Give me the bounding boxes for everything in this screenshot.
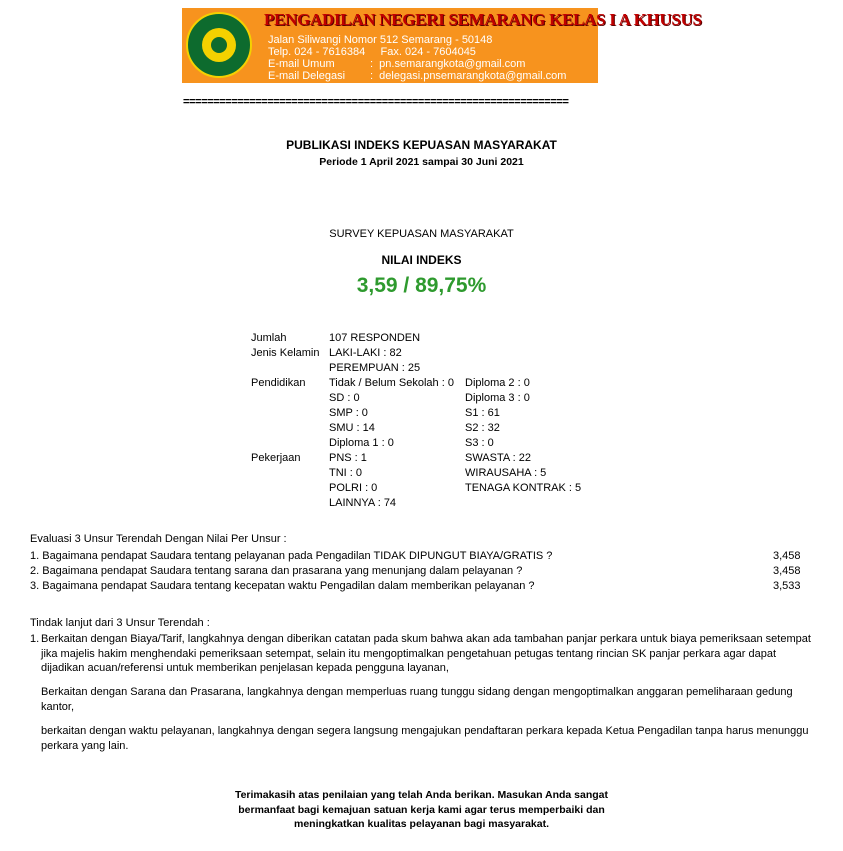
closing-line: bermanfaat bagi kemajuan satuan kerja kami agar terus memperbaiki dan [238,803,605,816]
education-item: S1 : 61 [465,407,500,419]
court-phone: Telp. 024 - 7616384 Fax. 024 - 7604045 [268,46,476,58]
gender-label: Jenis Kelamin [251,347,320,359]
email-umum: : pn.semarangkota@gmail.com [370,58,526,70]
survey-title: SURVEY KEPUASAN MASYARAKAT [329,228,514,240]
publication-period: Periode 1 April 2021 sampai 30 Juni 2021 [319,156,524,168]
closing-line: Terimakasih atas penilaian yang telah Anda berikan. Masukan Anda sangat [234,789,609,801]
education-item: Diploma 2 : 0 [465,377,530,389]
followup-item: berkaitan dengan waktu pelayanan, langkahnya dengan segera langsung mengajukan pendaftaran perkara kepada Ketua Pengadilan tanpa harus menunggu perkara yang lain. [41,725,809,752]
letterhead-banner [182,8,702,83]
education-label: Pendidikan [251,377,306,389]
followup-item-number: 1. [30,633,40,645]
job-item: TNI : 0 [329,467,363,479]
index-label: NILAI INDEKS [381,253,462,267]
education-item: SD : 0 [329,392,360,404]
education-item: Diploma 3 : 0 [465,392,530,404]
gender-male: LAKI-LAKI : 82 [329,347,402,359]
jumlah-value: 107 RESPONDEN [329,332,421,344]
index-value: 3,59 / 89,75% [356,274,487,297]
education-item: S3 : 0 [465,437,494,449]
job-item: PNS : 1 [329,452,367,464]
job-item: SWASTA : 22 [465,452,532,464]
followup-item: Berkaitan dengan Sarana dan Prasarana, langkahnya dengan memperluas ruang tunggu sidang dengan mengoptimalkan anggaran pemeliharaan gedung kantor, [41,686,793,713]
education-item: SMU : 14 [329,422,375,434]
closing-message [0,788,843,832]
gender-female: PEREMPUAN : 25 [329,362,421,374]
education-item: SMP : 0 [329,407,368,419]
job-item: TENAGA KONTRAK : 5 [465,482,582,494]
court-emblem-icon [186,12,252,78]
court-name: PENGADILAN NEGERI SEMARANG KELAS I A KHUSUS [264,10,702,29]
email-delegasi: : delegasi.pnsemarangkota@gmail.com [370,70,567,82]
closing-line: meningkatkan kualitas pelayanan bagi masyarakat. [293,818,550,830]
followup-item: Berkaitan dengan Biaya/Tarif, langkahnya dengan diberikan catatan pada skum bahwa akan ada tambahan panjar perkara untuk biaya pemeriksaan setempat jika majelis hakim menghendaki pemeriksaan setempat, selain itu mengoptimalkan pengetahuan petugas tentang rincian SK panjar perkara agar dapat dijadikan acuan/referensi untuk memberikan penjelasan kepada pengguna layanan, [41,633,811,674]
court-address: Jalan Siliwangi Nomor 512 Semarang - 50148 [268,34,493,46]
evaluation-item-value: 3,458 [773,550,801,562]
followup-heading: Tindak lanjut dari 3 Unsur Terendah : [30,617,210,629]
education-item: Diploma 1 : 0 [329,437,394,449]
evaluation-heading: Evaluasi 3 Unsur Terendah Dengan Nilai Per Unsur : [30,533,287,545]
education-item: S2 : 32 [465,422,500,434]
separator-line: ================================================================ [183,96,569,108]
job-label: Pekerjaan [251,452,301,464]
education-item: Tidak / Belum Sekolah : 0 [329,377,454,389]
evaluation-item-text: 1. Bagaimana pendapat Saudara tentang pelayanan pada Pengadilan TIDAK DIPUNGUT BIAYA/GRATIS ? [30,550,553,562]
evaluation-item-text: 3. Bagaimana pendapat Saudara tentang kecepatan waktu Pengadilan dalam memberikan pelayanan ? [30,580,535,592]
evaluation-item-value: 3,458 [773,565,801,577]
job-item: LAINNYA : 74 [329,497,397,509]
job-item: WIRAUSAHA : 5 [465,467,547,479]
email-umum-label: E-mail Umum [268,58,335,70]
publication-title: PUBLIKASI INDEKS KEPUASAN MASYARAKAT [286,138,557,152]
evaluation-item-text: 2. Bagaimana pendapat Saudara tentang sarana dan prasarana yang menunjang dalam pelayanan ? [30,565,523,577]
job-item: POLRI : 0 [329,482,378,494]
email-delegasi-label: E-mail Delegasi [268,70,346,82]
evaluation-item-value: 3,533 [773,580,801,592]
jumlah-label: Jumlah [251,332,287,344]
